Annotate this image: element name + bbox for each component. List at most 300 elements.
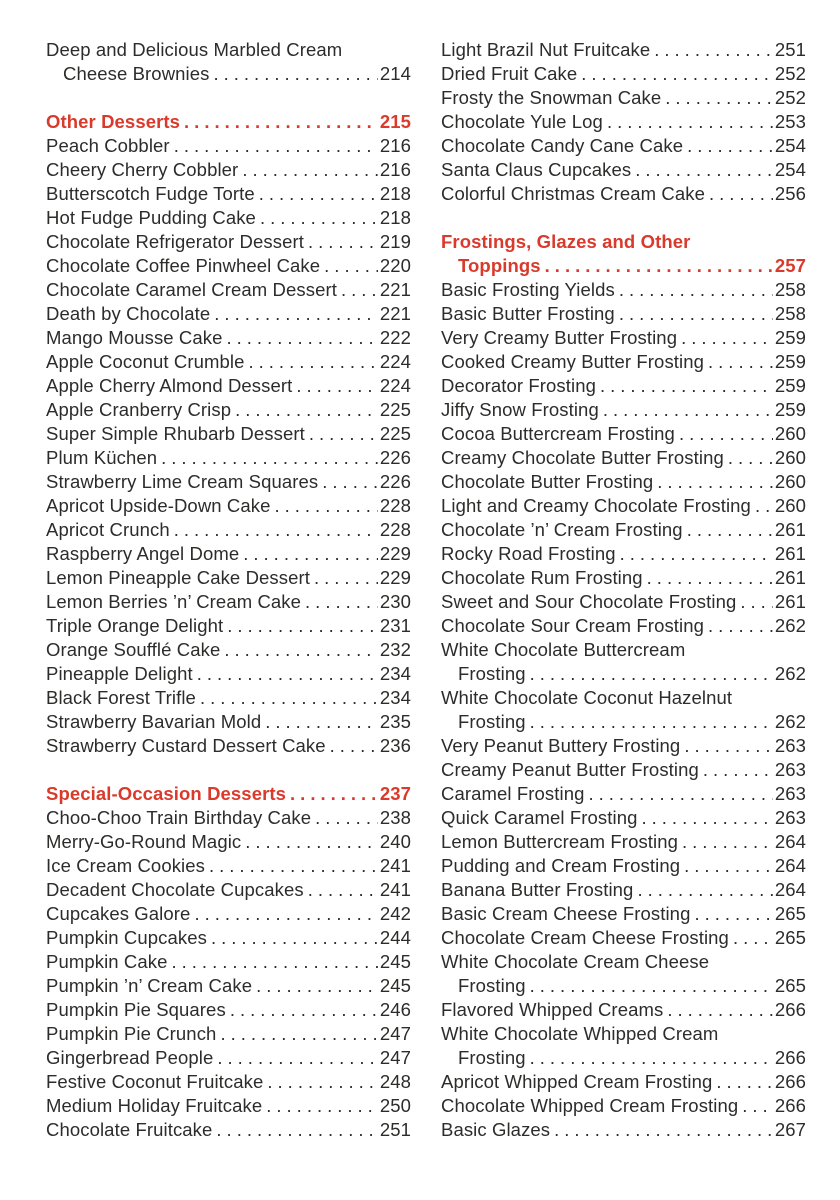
toc-entry [46,1118,411,1142]
toc-line-with-page [46,830,411,854]
page-number: 225 [379,399,411,420]
page-number: 232 [379,639,411,660]
page-number: 250 [379,1095,411,1116]
toc-line-with-page [46,974,411,998]
entry-title: Plum Küchen [46,447,158,468]
page-number: 259 [774,351,806,372]
dot-leader [172,950,378,974]
toc-entry [441,686,806,734]
dot-leader [607,110,773,134]
toc-entry [46,1070,411,1094]
toc-line-with-page [441,926,806,950]
entry-title: Decadent Chocolate Cupcakes [46,879,304,900]
dot-leader [314,566,378,590]
toc-entry [46,566,411,590]
dot-leader [267,1070,377,1094]
toc-line-with-page [46,998,411,1022]
toc-line-with-page [441,854,806,878]
toc-line-with-page [441,1118,806,1142]
page-number: 236 [379,735,411,756]
toc-entry [441,854,806,878]
entry-title: Other Desserts [46,111,181,132]
dot-leader [235,398,378,422]
entry-title: Festive Coconut Fruitcake [46,1071,264,1092]
toc-entry [46,830,411,854]
toc-entry [46,494,411,518]
toc-line-with-page [46,134,411,158]
dot-leader [243,542,378,566]
entry-title: Cheery Cherry Cobbler [46,159,239,180]
toc-entry [46,206,411,230]
page-number: 224 [379,375,411,396]
toc-line-with-page [46,1118,411,1142]
entry-title: Creamy Chocolate Butter Frosting [441,447,724,468]
toc-entry [441,902,806,926]
page-number: 247 [379,1047,411,1068]
dot-leader [216,1118,377,1142]
dot-leader [642,806,773,830]
toc-line-wrap: White Chocolate Cream Cheese [441,951,710,972]
toc-entry [46,326,411,350]
entry-title: Basic Cream Cheese Frosting [441,903,691,924]
page-number: 263 [774,807,806,828]
toc-line-with-page [46,1094,411,1118]
toc-entry [46,446,411,470]
entry-title: Merry-Go-Round Magic [46,831,242,852]
toc-line-with-page [441,734,806,758]
dot-leader [308,878,378,902]
entry-title: Chocolate Candy Cane Cake [441,135,684,156]
page-number: 259 [774,327,806,348]
page-number: 240 [379,831,411,852]
toc-entry [441,38,806,62]
entry-title: Mango Mousse Cake [46,327,223,348]
page-number: 226 [379,471,411,492]
toc-line-with-page [46,230,411,254]
dot-leader [708,614,773,638]
toc-entry [441,86,806,110]
dot-leader [230,998,378,1022]
entry-title: Frosting [458,1047,526,1068]
entry-title: Toppings [458,255,541,276]
dot-leader [703,758,773,782]
toc-line-with-page [441,182,806,206]
page-number: 266 [774,1071,806,1092]
entry-title: Butterscotch Fudge Torte [46,183,255,204]
entry-title: Light and Creamy Chocolate Frosting [441,495,751,516]
page-number: 259 [774,399,806,420]
dot-leader [315,806,378,830]
page-number: 224 [379,351,411,372]
toc-line-with-page [46,398,411,422]
toc-line-with-page [441,1094,806,1118]
toc-entry [441,758,806,782]
dot-leader [260,206,378,230]
toc-line-with-page [46,566,411,590]
entry-title: Santa Claus Cupcakes [441,159,632,180]
dot-leader [687,518,773,542]
toc-entry [46,854,411,878]
toc-line-with-page [46,734,411,758]
dot-leader [530,662,773,686]
toc-line-with-page [46,902,411,926]
dot-leader [220,1022,377,1046]
dot-leader [209,854,378,878]
entry-title: Quick Caramel Frosting [441,807,638,828]
entry-title: Cocoa Buttercream Frosting [441,423,675,444]
page-number: 251 [379,1119,411,1140]
entry-title: Chocolate Yule Log [441,111,603,132]
toc-line-with-page [46,326,411,350]
toc-section-heading [46,782,411,806]
entry-title: Pumpkin ’n’ Cream Cake [46,975,253,996]
dot-leader [174,518,378,542]
toc-line-with-page [46,62,411,86]
toc-entry [441,494,806,518]
toc-entry [441,1094,806,1118]
dot-leader [554,1118,773,1142]
dot-leader [224,638,377,662]
entry-title: Decorator Frosting [441,375,596,396]
toc-line-with-page [46,590,411,614]
toc-entry [46,614,411,638]
page-number: 261 [774,519,806,540]
toc-entry [46,686,411,710]
dot-leader [227,614,378,638]
page-number: 221 [379,279,411,300]
dot-leader [265,710,378,734]
toc-line-with-page [46,110,411,134]
toc-line-with-page [441,278,806,302]
entry-title: Chocolate Sour Cream Frosting [441,615,705,636]
page-number: 259 [774,375,806,396]
entry-title: Chocolate Butter Frosting [441,471,654,492]
toc-entry [46,950,411,974]
dot-leader [530,710,773,734]
dot-leader [740,590,772,614]
toc-entry [441,734,806,758]
entry-title: Pumpkin Cake [46,951,168,972]
toc-entry [441,446,806,470]
dot-leader [184,110,378,134]
page-number: 248 [379,1071,411,1092]
dot-leader [308,230,378,254]
toc-line-with-page [46,542,411,566]
page-number: 228 [379,519,411,540]
toc-entry [441,566,806,590]
dot-leader [667,998,772,1022]
page-number: 246 [379,999,411,1020]
entry-title: Frosting [458,711,526,732]
toc-line-with-page [46,878,411,902]
dot-leader [324,254,378,278]
page-number: 258 [774,279,806,300]
toc-line-with-page [441,806,806,830]
toc-line-with-page [441,902,806,926]
toc-entry [46,1046,411,1070]
toc-line-with-page [46,206,411,230]
entry-title: Chocolate Coffee Pinwheel Cake [46,255,321,276]
page-number: 262 [774,711,806,732]
page-number: 229 [379,543,411,564]
page-number: 262 [774,663,806,684]
toc-line-with-page [441,614,806,638]
entry-title: Creamy Peanut Butter Frosting [441,759,699,780]
toc-line-with-page [46,182,411,206]
entry-title: Caramel Frosting [441,783,585,804]
entry-title: Dried Fruit Cake [441,63,578,84]
toc-line-with-page [441,302,806,326]
dot-leader [530,1046,773,1070]
toc-line-wrap: White Chocolate Coconut Hazelnut [441,687,733,708]
page-number: 221 [379,303,411,324]
toc-line-with-page [46,662,411,686]
toc-line-with-page [46,854,411,878]
toc-line-with-page [441,422,806,446]
page-number: 265 [774,927,806,948]
toc-entry [46,638,411,662]
dot-leader [709,182,773,206]
entry-title: Very Creamy Butter Frosting [441,327,678,348]
dot-leader [245,830,378,854]
dot-leader [530,974,773,998]
toc-entry [441,62,806,86]
toc-entry [46,1022,411,1046]
toc-entry [441,1022,806,1070]
dot-leader [296,374,377,398]
toc-entry [441,422,806,446]
page-number: 266 [774,1095,806,1116]
page-number: 253 [774,111,806,132]
toc-line-with-page [46,926,411,950]
page-number: 263 [774,735,806,756]
page-number: 220 [379,255,411,276]
dot-leader [665,86,773,110]
toc-entry [441,806,806,830]
entry-title: Rocky Road Frosting [441,543,616,564]
toc-line-with-page [46,518,411,542]
entry-title: Strawberry Lime Cream Squares [46,471,319,492]
toc-entry [46,278,411,302]
entry-title: Frosty the Snowman Cake [441,87,662,108]
page-number: 235 [379,711,411,732]
dot-leader [654,38,773,62]
page-number: 218 [379,183,411,204]
toc-line-with-page [46,422,411,446]
entry-title: Black Forest Trifle [46,687,196,708]
toc-line-with-page [441,326,806,350]
toc-entry [441,950,806,998]
dot-leader [290,782,378,806]
entry-title: Triple Orange Delight [46,615,224,636]
toc-entry [46,38,411,86]
page-number: 261 [774,543,806,564]
toc-line-with-page [441,1070,806,1094]
dot-leader [242,158,378,182]
toc-line-with-page [441,158,806,182]
entry-title: Frosting [458,975,526,996]
toc-entry [46,302,411,326]
page-number: 242 [379,903,411,924]
entry-title: Very Peanut Buttery Frosting [441,735,681,756]
page-number: 260 [774,471,806,492]
toc-line-with-page [441,974,806,998]
toc-entry [441,350,806,374]
entry-title: Chocolate Caramel Cream Dessert [46,279,337,300]
toc-entry [441,374,806,398]
dot-leader [197,662,378,686]
toc-line-with-page [46,806,411,830]
toc-line-with-page [441,350,806,374]
toc-entry [46,518,411,542]
toc-entry [46,134,411,158]
page-number: 263 [774,783,806,804]
dot-leader [647,566,773,590]
entry-title: Death by Chocolate [46,303,211,324]
toc-line-with-page [441,710,806,734]
toc-entry [46,998,411,1022]
page-number: 265 [774,975,806,996]
entry-title: Cupcakes Galore [46,903,191,924]
toc-line-with-page [441,86,806,110]
page-number: 266 [774,999,806,1020]
entry-title: Lemon Buttercream Frosting [441,831,679,852]
toc-line-with-page [441,542,806,566]
page-number: 264 [774,879,806,900]
toc-line-wrap: White Chocolate Buttercream [441,639,686,660]
page-number: 231 [379,615,411,636]
entry-title: Super Simple Rhubarb Dessert [46,423,305,444]
toc-entry [441,542,806,566]
entry-title: Apple Coconut Crumble [46,351,245,372]
page-number: 234 [379,687,411,708]
dot-leader [716,1070,772,1094]
toc-line-with-page [441,494,806,518]
entry-title: Apple Cherry Almond Dessert [46,375,293,396]
page-number: 264 [774,831,806,852]
dot-leader [733,926,773,950]
toc-line-with-page [46,494,411,518]
page-number: 222 [379,327,411,348]
entry-title: Pumpkin Cupcakes [46,927,207,948]
dot-leader [657,470,773,494]
dot-leader [684,854,773,878]
dot-leader [620,542,773,566]
toc-entry [46,926,411,950]
dot-leader [679,422,773,446]
toc-line-with-page [441,62,806,86]
toc-entry [441,782,806,806]
page-number: 256 [774,183,806,204]
toc-line-with-page [441,998,806,1022]
dot-leader [603,398,773,422]
entry-title: Medium Holiday Fruitcake [46,1095,263,1116]
toc-line-with-page [46,638,411,662]
page-number: 252 [774,63,806,84]
entry-title: Light Brazil Nut Fruitcake [441,39,651,60]
entry-title: Apple Cranberry Crisp [46,399,232,420]
entry-title: Chocolate Refrigerator Dessert [46,231,304,252]
dot-leader [728,446,773,470]
toc-entry [46,590,411,614]
toc-entry [46,734,411,758]
entry-title: Choo-Choo Train Birthday Cake [46,807,312,828]
dot-leader [341,278,378,302]
dot-leader [194,902,377,926]
toc-entry [46,230,411,254]
toc-column-right [441,38,806,1180]
toc-entry [46,878,411,902]
dot-leader [266,1094,378,1118]
page-number: 261 [774,567,806,588]
dot-leader [637,878,772,902]
entry-title: Peach Cobbler [46,135,170,156]
entry-title: Pumpkin Pie Squares [46,999,226,1020]
entry-title: Frosting [458,663,526,684]
entry-title: Chocolate ’n’ Cream Frosting [441,519,683,540]
entry-title: Special-Occasion Desserts [46,783,287,804]
entry-title: Jiffy Snow Frosting [441,399,599,420]
entry-title: Raspberry Angel Dome [46,543,240,564]
toc-entry [46,662,411,686]
page-number: 264 [774,855,806,876]
toc-entry [46,398,411,422]
entry-title: Basic Glazes [441,1119,551,1140]
toc-line-with-page [441,590,806,614]
toc-section-heading [441,230,806,278]
toc-line-with-page [46,950,411,974]
toc-line-with-page [441,254,806,278]
page-number: 254 [774,135,806,156]
toc-line-with-page [441,518,806,542]
entry-title: Sweet and Sour Chocolate Frosting [441,591,737,612]
toc-entry [441,1070,806,1094]
dot-leader [545,254,773,278]
page-number: 245 [379,975,411,996]
toc-line-with-page [441,758,806,782]
toc-line-with-page [46,302,411,326]
page-number: 214 [379,63,411,84]
page-number: 238 [379,807,411,828]
toc-entry [441,398,806,422]
entry-title: Lemon Pineapple Cake Dessert [46,567,311,588]
dot-leader [211,926,378,950]
toc-entry [441,998,806,1022]
entry-title: Apricot Whipped Cream Frosting [441,1071,713,1092]
toc-line-with-page [46,1022,411,1046]
page-number: 245 [379,951,411,972]
entry-title: Pudding and Cream Frosting [441,855,681,876]
page-number: 252 [774,87,806,108]
dot-leader [330,734,378,758]
toc-line-with-page [441,830,806,854]
toc-entry [441,638,806,686]
dot-leader [214,62,378,86]
toc-entry [46,374,411,398]
toc-line-with-page [46,1070,411,1094]
toc-entry [46,254,411,278]
dot-leader [174,134,378,158]
toc-line-with-page [441,878,806,902]
entry-title: Ice Cream Cookies [46,855,206,876]
entry-title: Chocolate Cream Cheese Frosting [441,927,729,948]
entry-title: Strawberry Custard Dessert Cake [46,735,326,756]
dot-leader [682,830,773,854]
toc-entry [441,110,806,134]
dot-leader [227,326,378,350]
dot-leader [256,974,378,998]
entry-title: Cooked Creamy Butter Frosting [441,351,705,372]
